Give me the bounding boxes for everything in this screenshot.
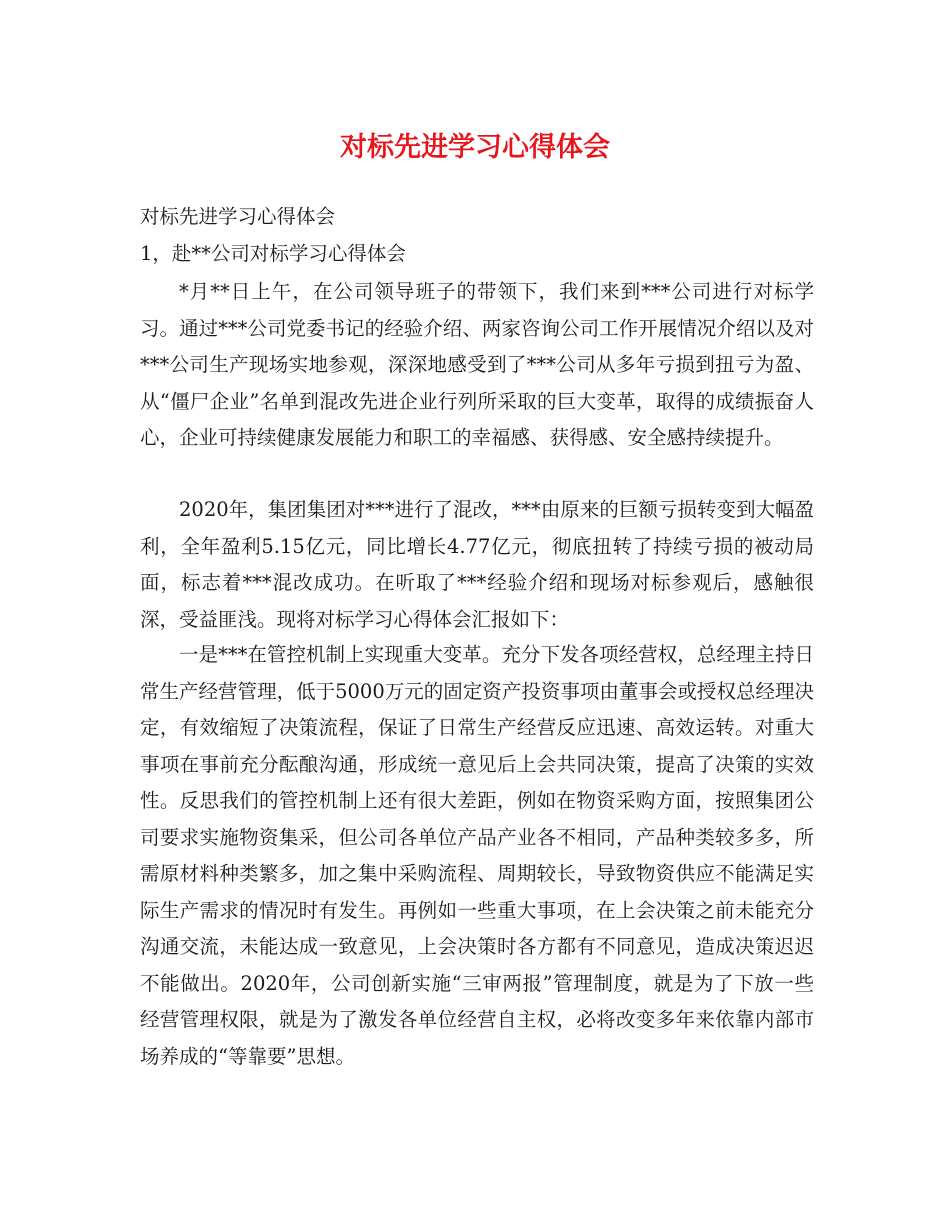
paragraph-1: *月**日上午，在公司领导班子的带领下，我们来到***公司进行对标学习。通过***公司党委书记的经验介绍、两家咨询公司工作开展情况介绍以及对***公司生产现场实地参观，深深地感受到了***公司从多年亏损到扭亏为盈、从“僵尸企业”名单到混改先进企业行列所采取的巨大变革，取得的成绩振奋人心，企业可持续健康发展能力和职工的幸福感、获得感、安全感持续提升。 [140,280,814,449]
paragraph-2: 2020年，集团集团对***进行了混改，***由原来的巨额亏损转变到大幅盈利，全年盈利5.15亿元，同比增长4.77亿元，彻底扭转了持续亏损的被动局面，标志着***混改成功。在听取了***经验介绍和现场对标参观后，感触很深，受益匪浅。现将对标学习心得体会汇报如下： [140,498,814,631]
document-subtitle: 对标先进学习心得体会 [140,205,336,228]
paragraph-3: 一是***在管控机制上实现重大变革。充分下发各项经营权，总经理主持日常生产经营管理，低于5000万元的固定资产投资事项由董事会或授权总经理决定，有效缩短了决策流程，保证了日常生产经营反应迅速、高效运转。对重大事项在事前充分酝酿沟通，形成统一意见后上会共同决策，提高了决策的实效性。反思我们的管控机制上还有很大差距，例如在物资采购方面，按照集团公司要求实施物资集采，但公司各单位产品产业各不相同，产品种类较多多，所需原材料种类繁多，加之集中采购流程、周期较长，导致物资供应不能满足实际生产需求的情况时有发生。再例如一些重大事项，在上会决策之前未能充分沟通交流，未能达成一致意见，上会决策时各方都有不同意见，造成决策迟迟不能做出。2020年，公司创新实施“三审两报”管理制度，就是为了下放一些经营管理权限，就是为了激发各单位经营自主权，必将改变多年来依靠内部市场养成的“等靠要”思想。 [140,643,814,1068]
section-heading: 1，赴**公司对标学习心得体会 [140,242,406,265]
document-title: 对标先进学习心得体会 [340,132,610,163]
